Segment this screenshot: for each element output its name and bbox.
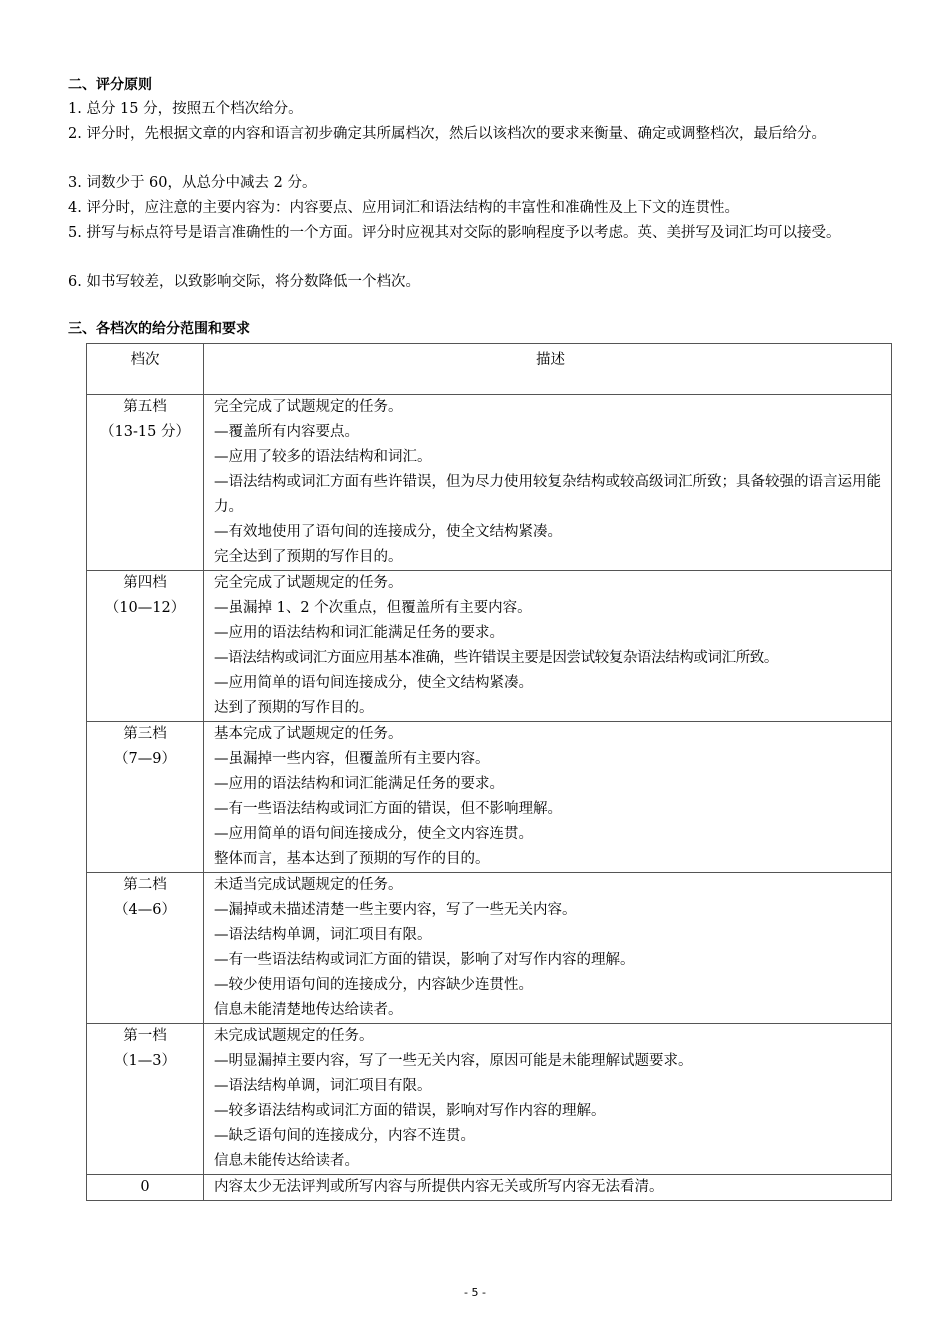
- description-line: —虽漏掉 1、2 个次重点，但覆盖所有主要内容。: [214, 600, 532, 616]
- description-line: 完全完成了试题规定的任务。: [214, 399, 403, 415]
- description-line: —应用的语法结构和词汇能满足任务的要求。: [214, 625, 504, 641]
- page-number: - 5 -: [464, 1286, 486, 1299]
- band-name: 第三档: [123, 726, 167, 742]
- rule-6: 6. 如书写较差，以致影响交际，将分数降低一个档次。: [68, 274, 420, 290]
- description-line: 整体而言，基本达到了预期的写作的目的。: [214, 851, 490, 867]
- band-description: [204, 395, 892, 571]
- zero-description: 内容太少无法评判或所写内容与所提供内容无关或所写内容无法看清。: [204, 1175, 892, 1201]
- description-line: —有一些语法结构或词汇方面的错误，影响了对写作内容的理解。: [214, 952, 635, 968]
- band-range: （10—12）: [104, 600, 186, 616]
- band-name: 第一档: [123, 1028, 167, 1044]
- band-range: （1—3）: [114, 1053, 176, 1069]
- section-2-title: 二、评分原则: [68, 77, 152, 93]
- description-line: —虽漏掉一些内容，但覆盖所有主要内容。: [214, 751, 490, 767]
- band-name: 第二档: [123, 877, 167, 893]
- description-line: —语法结构单调，词汇项目有限。: [214, 1078, 432, 1094]
- band-label: [87, 722, 204, 873]
- description-line: —较少使用语句间的连接成分，内容缺少连贯性。: [214, 977, 533, 993]
- description-line: 完全达到了预期的写作目的。: [214, 549, 403, 565]
- header-description: 描述: [204, 344, 892, 395]
- band-row-4: [87, 571, 892, 722]
- band-row-2: [87, 873, 892, 1024]
- description-line: —缺乏语句间的连接成分，内容不连贯。: [214, 1128, 475, 1144]
- description-line: —较多语法结构或词汇方面的错误，影响对写作内容的理解。: [214, 1103, 606, 1119]
- band-description: [204, 722, 892, 873]
- description-line: —语法结构单调，词汇项目有限。: [214, 927, 432, 943]
- description-line: 信息未能传达给读者。: [214, 1153, 359, 1169]
- description-line: —应用了较多的语法结构和词汇。: [214, 449, 432, 465]
- band-row-5: [87, 395, 892, 571]
- description-line: 信息未能清楚地传达给读者。: [214, 1002, 403, 1018]
- description-line: —有效地使用了语句间的连接成分，使全文结构紧凑。: [214, 524, 562, 540]
- band-row-0: [87, 1175, 892, 1201]
- description-line: —应用简单的语句间连接成分，使全文内容连贯。: [214, 826, 533, 842]
- description-line: —漏掉或未描述清楚一些主要内容，写了一些无关内容。: [214, 902, 577, 918]
- band-name: 第四档: [123, 575, 167, 591]
- band-label: [87, 571, 204, 722]
- rule-3: 3. 词数少于 60，从总分中减去 2 分。: [68, 175, 317, 191]
- description-line: —有一些语法结构或词汇方面的错误，但不影响理解。: [214, 801, 562, 817]
- rule-2: 2. 评分时，先根据文章的内容和语言初步确定其所属档次，然后以该档次的要求来衡量、确定或调整档次，最后给分。: [68, 126, 826, 142]
- rule-1: 1. 总分 15 分，按照五个档次给分。: [68, 101, 303, 117]
- band-description: [204, 873, 892, 1024]
- band-description: [204, 571, 892, 722]
- band-range: （7—9）: [114, 751, 176, 767]
- rule-5: 5. 拼写与标点符号是语言准确性的一个方面。评分时应视其对交际的影响程度予以考虑。英、美拼写及词汇均可以接受。: [68, 225, 841, 241]
- band-range: （13-15 分）: [100, 424, 190, 440]
- description-line: —应用简单的语句间连接成分，使全文结构紧凑。: [214, 675, 533, 691]
- description-line: —覆盖所有内容要点。: [214, 424, 359, 440]
- header-band: 档次: [87, 344, 204, 395]
- band-label: [87, 1024, 204, 1175]
- band-description: [204, 1024, 892, 1175]
- description-line: 基本完成了试题规定的任务。: [214, 726, 403, 742]
- grading-table: [86, 343, 892, 1201]
- band-label: [87, 395, 204, 571]
- description-line: 未适当完成试题规定的任务。: [214, 877, 403, 893]
- description-line: —明显漏掉主要内容，写了一些无关内容，原因可能是未能理解试题要求。: [214, 1053, 693, 1069]
- band-label: [87, 873, 204, 1024]
- description-line: —语法结构或词汇方面有些许错误，但为尽力使用较复杂结构或较高级词汇所致；具备较强的语言运用能力。: [214, 474, 881, 515]
- rule-4: 4. 评分时，应注意的主要内容为：内容要点、应用词汇和语法结构的丰富性和准确性及上下文的连贯性。: [68, 200, 739, 216]
- description-line: —语法结构或词汇方面应用基本准确，些许错误主要是因尝试较复杂语法结构或词汇所致。: [214, 650, 778, 666]
- band-row-3: [87, 722, 892, 873]
- description-line: 未完成试题规定的任务。: [214, 1028, 374, 1044]
- description-line: —应用的语法结构和词汇能满足任务的要求。: [214, 776, 504, 792]
- description-line: 达到了预期的写作目的。: [214, 700, 374, 716]
- band-range: （4—6）: [114, 902, 176, 918]
- band-name: 第五档: [123, 399, 167, 415]
- description-line: 完全完成了试题规定的任务。: [214, 575, 403, 591]
- section-3-title: 三、各档次的给分范围和要求: [68, 321, 250, 337]
- zero-score: 0: [87, 1175, 204, 1201]
- table-header-row: [87, 344, 892, 395]
- band-row-1: [87, 1024, 892, 1175]
